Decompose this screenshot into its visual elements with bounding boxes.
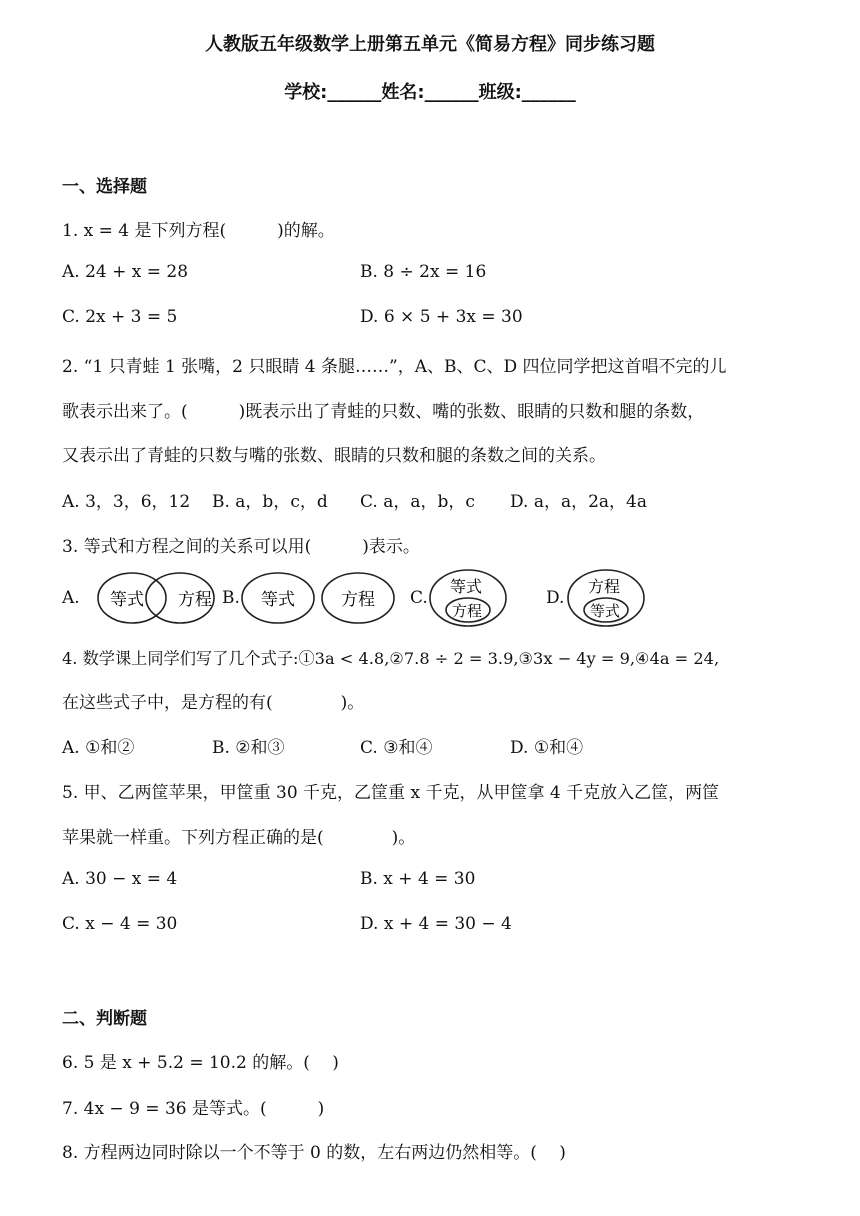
question-6: 6. 5 是 x + 5.2 = 10.2 的解。( ) bbox=[62, 1053, 339, 1073]
question-5-option-b: B. x + 4 = 30 bbox=[360, 869, 476, 889]
question-2-line-1: 2. “1 只青蛙 1 张嘴，2 只眼睛 4 条腿……”，A、B、C、D 四位同学把这首唱不完的儿 bbox=[62, 357, 727, 377]
venn-separate-circles bbox=[240, 568, 410, 628]
venn-b-label-equation: 方程 bbox=[341, 590, 375, 610]
question-1-option-c: C. 2x + 3 = 5 bbox=[62, 307, 178, 327]
question-5-line-1: 5. 甲、乙两筐苹果，甲筐重 30 千克，乙筐重 x 千克，从甲筐拿 4 千克放入乙筐，两筐 bbox=[62, 783, 720, 803]
venn-equation-inside-eq bbox=[426, 568, 516, 630]
question-4-option-d: D. ①和④ bbox=[510, 738, 584, 758]
question-2-option-d: D. a，a，2a，4a bbox=[510, 492, 648, 512]
section-heading-choice: 一、选择题 bbox=[62, 177, 147, 197]
question-5-option-c: C. x − 4 = 30 bbox=[62, 914, 178, 934]
question-3-option-b-label: B. bbox=[222, 588, 240, 608]
question-4-line-2: 在这些式子中，是方程的有( )。 bbox=[62, 693, 365, 713]
question-5-option-d: D. x + 4 = 30 − 4 bbox=[360, 914, 512, 934]
venn-c-inner-label: 方程 bbox=[452, 602, 483, 620]
question-4-option-a: A. ①和② bbox=[62, 738, 135, 758]
question-3-option-d-label: D. bbox=[546, 588, 565, 608]
section-heading-judgement: 二、判断题 bbox=[62, 1009, 147, 1029]
question-4-line-1: 4. 数学课上同学们写了几个式子:①3a < 4.8,②7.8 ÷ 2 = 3.9,③3x − 4y = 9,④4a = 24, bbox=[62, 649, 720, 668]
question-5-line-2: 苹果就一样重。下列方程正确的是( )。 bbox=[62, 828, 416, 848]
question-4-option-b: B. ②和③ bbox=[212, 738, 285, 758]
venn-eq-inside-equation bbox=[564, 568, 654, 630]
question-1-option-d: D. 6 × 5 + 3x = 30 bbox=[360, 307, 523, 327]
student-info-line: 学校:______姓名:______班级:______ bbox=[284, 82, 576, 103]
document-title: 人教版五年级数学上册第五单元《简易方程》同步练习题 bbox=[205, 34, 655, 55]
question-1-option-a: A. 24 + x = 28 bbox=[62, 262, 189, 282]
venn-a-label-eq: 等式 bbox=[110, 590, 144, 610]
venn-c-outer-label: 等式 bbox=[450, 577, 483, 596]
venn-overlapping-circles bbox=[80, 568, 220, 628]
venn-b-label-eq: 等式 bbox=[261, 590, 295, 610]
question-4-option-c: C. ③和④ bbox=[360, 738, 433, 758]
question-1-stem: 1. x = 4 是下列方程( )的解。 bbox=[62, 221, 335, 241]
venn-d-inner-label: 等式 bbox=[590, 602, 621, 620]
question-3-option-a-label: A. bbox=[62, 588, 80, 608]
question-3-option-c-label: C. bbox=[410, 588, 428, 608]
question-2-option-a: A. 3，3，6，12 bbox=[62, 492, 191, 512]
question-3-venn-options bbox=[62, 568, 662, 628]
question-2-option-c: C. a，a，b，c bbox=[360, 492, 475, 512]
question-3-stem: 3. 等式和方程之间的关系可以用( )表示。 bbox=[62, 537, 420, 557]
venn-d-outer-label: 方程 bbox=[588, 577, 621, 596]
question-2-option-b: B. a，b，c，d bbox=[212, 492, 328, 512]
question-2-line-2: 歌表示出来了。( )既表示出了青蛙的只数、嘴的张数、眼睛的只数和腿的条数， bbox=[62, 402, 705, 422]
question-2-line-3: 又表示出了青蛙的只数与嘴的张数、眼睛的只数和腿的条数之间的关系。 bbox=[62, 446, 606, 466]
question-8: 8. 方程两边同时除以一个不等于 0 的数，左右两边仍然相等。( ) bbox=[62, 1143, 566, 1163]
question-5-option-a: A. 30 − x = 4 bbox=[62, 869, 178, 889]
question-7: 7. 4x − 9 = 36 是等式。( ) bbox=[62, 1099, 325, 1119]
venn-a-label-equation: 方程 bbox=[178, 590, 212, 610]
question-1-option-b: B. 8 ÷ 2x = 16 bbox=[360, 262, 487, 282]
